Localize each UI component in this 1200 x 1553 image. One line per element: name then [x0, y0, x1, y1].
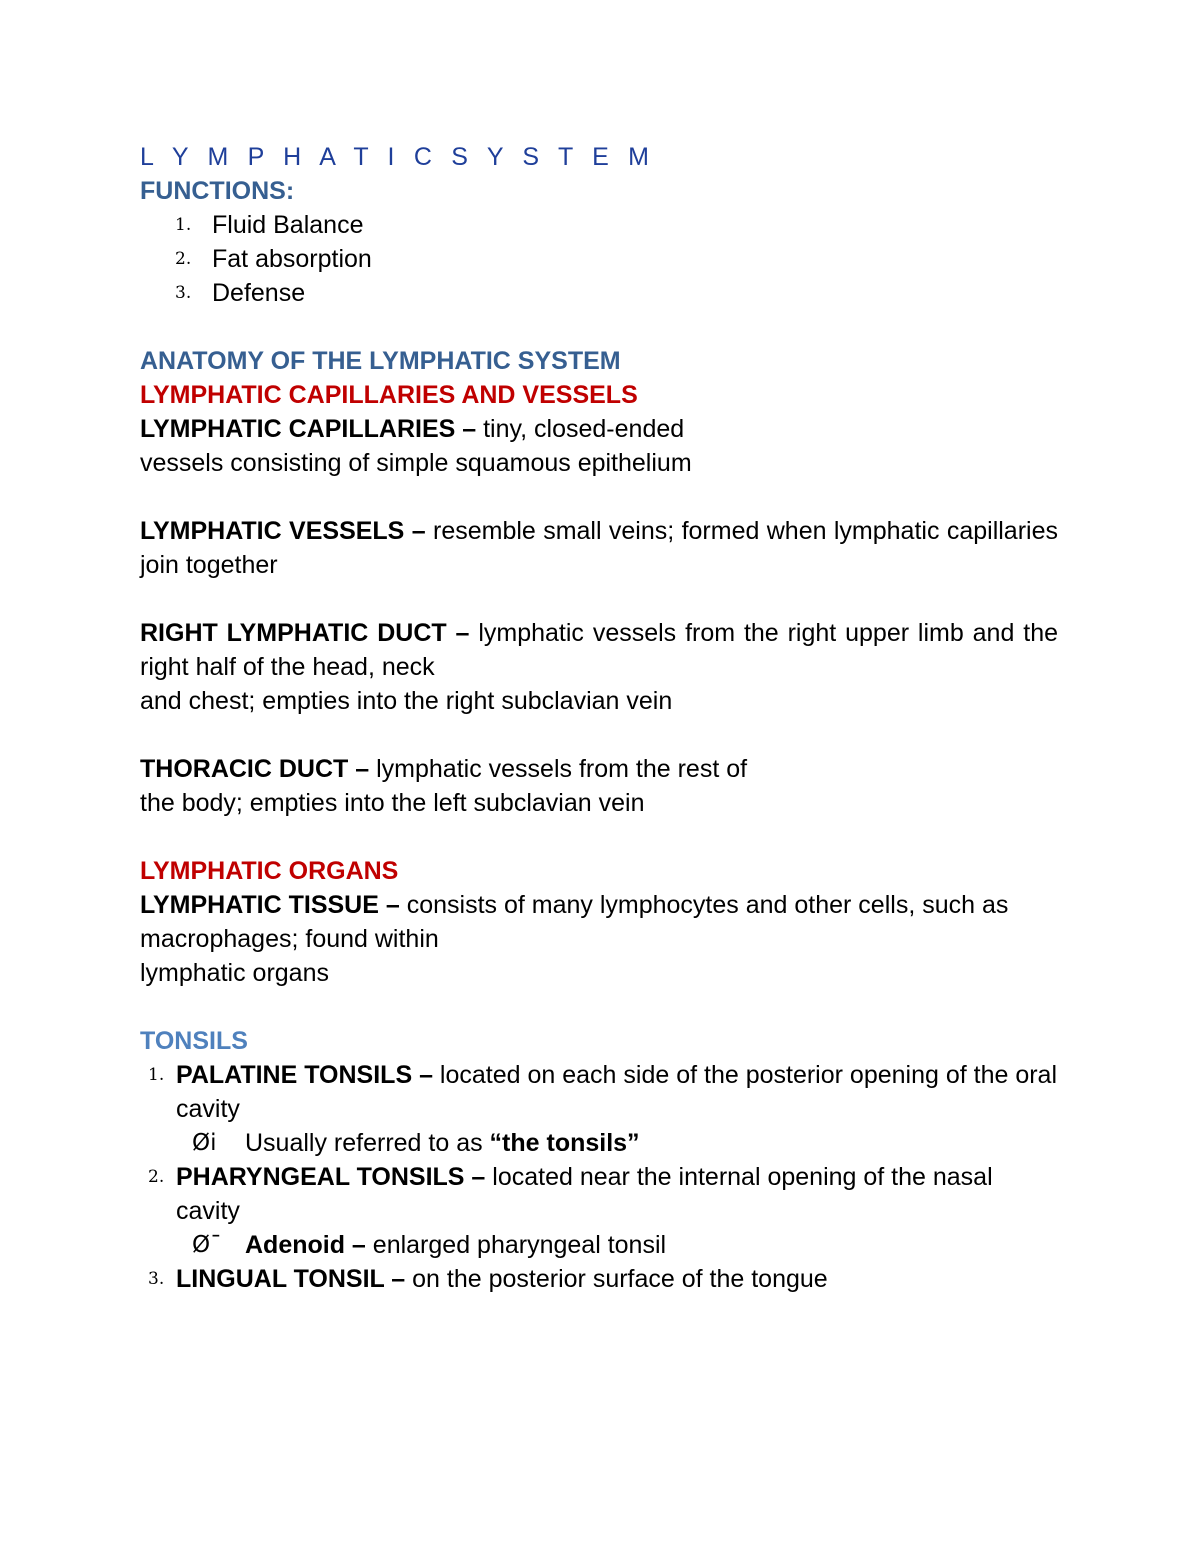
- right-duct-term: RIGHT LYMPHATIC DUCT –: [140, 619, 470, 647]
- capillaries-term: LYMPHATIC CAPILLARIES –: [140, 415, 477, 443]
- palatine-sub-text: Usually referred to as: [245, 1129, 490, 1157]
- list-number: 3.: [148, 1269, 165, 1289]
- adenoid-term: Adenoid –: [245, 1231, 366, 1259]
- capillaries-text-line1: tiny, closed-ended: [476, 415, 685, 443]
- capillaries-text-line2: vessels consisting of simple squamous epithelium: [140, 449, 692, 477]
- palatine-subpoint: [176, 1126, 1058, 1160]
- list-item: [140, 1160, 1058, 1262]
- list-number: 2.: [175, 249, 192, 269]
- vessels-paragraph: [140, 514, 1058, 582]
- thoracic-duct-paragraph: [140, 752, 1058, 786]
- vessels-text: resemble small veins; formed when lymphatic capillaries join together: [140, 517, 1058, 579]
- document-page: [140, 140, 1058, 1296]
- list-item: [140, 242, 1058, 276]
- list-number: 2.: [148, 1167, 165, 1187]
- pharyngeal-term: PHARYNGEAL TONSILS –: [176, 1163, 486, 1191]
- list-number: 1.: [175, 215, 192, 235]
- tissue-term: LYMPHATIC TISSUE –: [140, 891, 400, 919]
- lingual-term: LINGUAL TONSIL –: [176, 1265, 406, 1293]
- list-number: 3.: [175, 283, 192, 303]
- anatomy-heading: ANATOMY OF THE LYMPHATIC SYSTEM: [140, 347, 621, 375]
- adenoid-text: enlarged pharyngeal tonsil: [365, 1231, 667, 1259]
- right-duct-text-line1: lymphatic vessels from the right upper limb and the right half of the head, neck: [140, 619, 1059, 681]
- list-number: 1.: [148, 1065, 165, 1085]
- capillaries-vessels-heading: LYMPHATIC CAPILLARIES AND VESSELS: [140, 381, 638, 409]
- list-item: [140, 1262, 1058, 1296]
- palatine-term: PALATINE TONSILS –: [176, 1061, 433, 1089]
- bullet-arrow-icon: Øⅰ: [192, 1130, 217, 1156]
- thoracic-duct-text-line2: the body; empties into the left subclavian vein: [140, 789, 645, 817]
- functions-list: [140, 208, 1058, 310]
- tissue-paragraph: [140, 888, 1058, 956]
- bullet-arrow-icon: Ø¯: [192, 1232, 222, 1258]
- thoracic-duct-term: THORACIC DUCT –: [140, 755, 370, 783]
- palatine-text: located on each side of the posterior opening of the oral cavity: [176, 1061, 1058, 1123]
- lingual-text: on the posterior surface of the tongue: [405, 1265, 828, 1293]
- capillaries-paragraph: [140, 412, 1058, 446]
- document-title: L Y M P H A T I C S Y S T E M: [140, 143, 656, 171]
- list-item: [140, 276, 1058, 310]
- pharyngeal-subpoint: [176, 1228, 1058, 1262]
- palatine-sub-bold: “the tonsils”: [489, 1129, 640, 1157]
- vessels-term: LYMPHATIC VESSELS –: [140, 517, 426, 545]
- list-item: [140, 1058, 1058, 1160]
- right-duct-text-line2: and chest; empties into the right subclavian vein: [140, 687, 673, 715]
- list-item: [140, 208, 1058, 242]
- organs-heading: LYMPHATIC ORGANS: [140, 857, 399, 885]
- pharyngeal-text: located near the internal opening of the nasal cavity: [176, 1163, 993, 1225]
- right-duct-paragraph: [140, 616, 1058, 684]
- tonsils-heading: TONSILS: [140, 1027, 248, 1055]
- tissue-text-line1: consists of many lymphocytes and other cells, such as macrophages; found within: [140, 891, 1009, 953]
- tissue-text-line2: lymphatic organs: [140, 959, 329, 987]
- thoracic-duct-text-line1: lymphatic vessels from the rest of: [369, 755, 748, 783]
- list-item-text: Defense: [212, 279, 306, 307]
- list-item-text: Fat absorption: [212, 245, 372, 273]
- functions-heading: FUNCTIONS:: [140, 177, 295, 205]
- list-item-text: Fluid Balance: [212, 211, 364, 239]
- tonsils-list: [140, 1058, 1058, 1296]
